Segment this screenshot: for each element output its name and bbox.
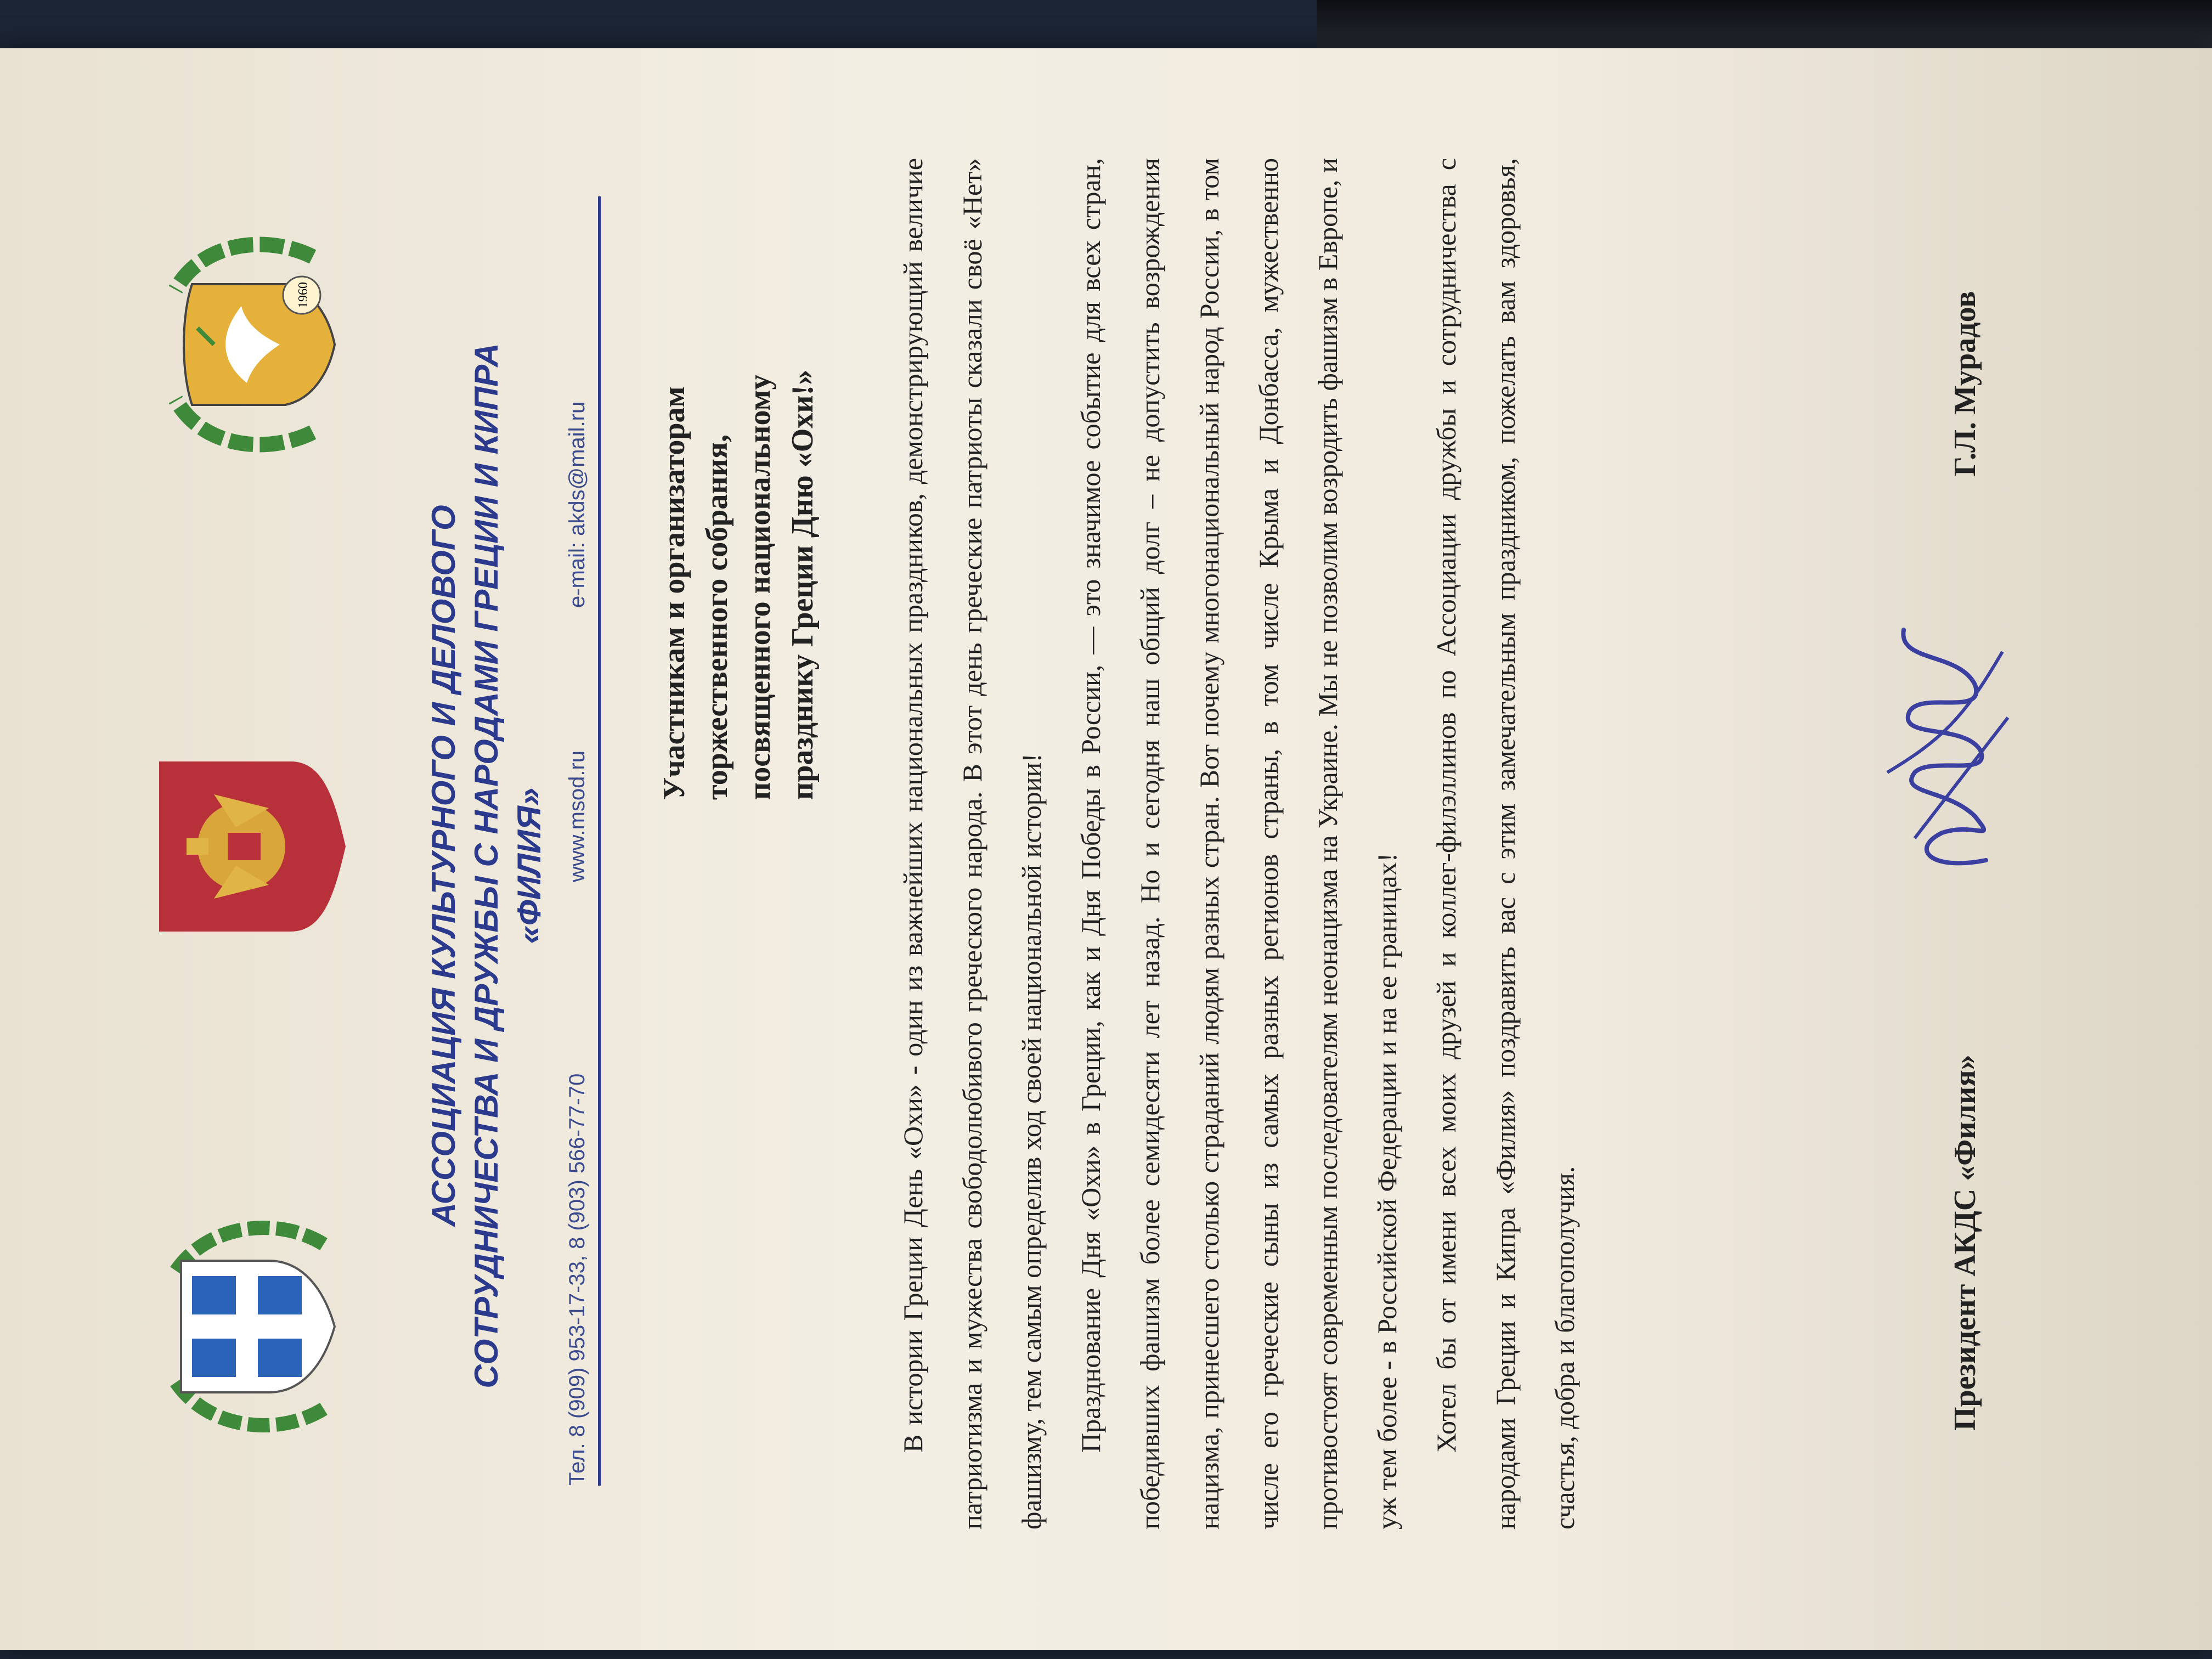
contacts-line [560,196,603,1486]
addressee-block [653,224,824,800]
signatory-position: Президент АКДС «Филия» [1948,1054,1982,1431]
phone-numbers: Тел. 8 (909) 953-17-33, 8 (903) 566-77-70 [565,1073,589,1486]
association-title [422,262,551,1469]
emblem-year: 1960 [296,282,311,308]
body-paragraph: Хотел бы от имени всех моих друзей и коллег-филэллинов по Ассоциации дружбы и сотрудничества с народами Греции и Кипра «Филия» поздравить вас с этим замечательным праздником, пожелать вам здоровья, счастья, добра и благополучия. [1431,158,1580,1530]
association-title-line1: АССОЦИАЦИЯ КУЛЬТУРНОГО И ДЕЛОВОГО [425,505,462,1227]
signatory-name: Г.Л. Мурадов [1948,291,1982,476]
association-title-line2: СОТРУДНИЧЕСТВА И ДРУЖБЫ С НАРОДАМИ ГРЕЦИИ И КИПРА «ФИЛИЯ» [468,343,548,1389]
letterhead-emblems [159,48,346,1650]
dove-emblem-icon [159,235,346,454]
letter-content [0,48,2212,1650]
addressee-line: посвященного национальному [743,374,777,800]
website-link[interactable]: www.msod.ru [565,750,589,882]
addressee-line: Участникам и организаторам [657,386,691,800]
letter-body [883,158,1594,1530]
greek-coat-of-arms-icon [159,1211,346,1442]
body-paragraph: В истории Греции День «Охи» - один из важнейших национальных праздников, демонстрирующий величие патриотизма и мужества свободолюбивого греческого народа. В этот день греческие патриоты сказали своё «Нет» фашизму, тем самым определив ход своей национальной истории! [898,158,1047,1530]
addressee-line: празднику Греции Дню «Охи!» [786,369,820,800]
letterhead-divider [598,196,601,1486]
body-paragraph: Празднование Дня «Охи» в Греции, как и Дня Победы в России, — это значимое событие для всех стран, победивших фашизм более семидесяти лет назад. Но и сегодня наш общий долг – не допустить возрождения нацизма, принесшего столько страданий людям разных стран. Вот почему многонациональный народ России, в том числе его греческие сыны из самых разных регионов страны, в том числе Крыма и Донбасса, мужественно противостоят современным последователям неонацизма на Украине. Мы не позволим возродить фашизм в Европе, и уж тем более - в Российской Федерации и на ее границах! [1075,158,1402,1530]
signature-row [1926,169,2013,1431]
russian-coat-of-arms-icon [154,756,351,937]
email-address[interactable]: e-mail: akds@mail.ru [565,401,589,608]
letter-page [0,48,2212,1650]
addressee-line: торжественного собрания, [700,434,734,800]
